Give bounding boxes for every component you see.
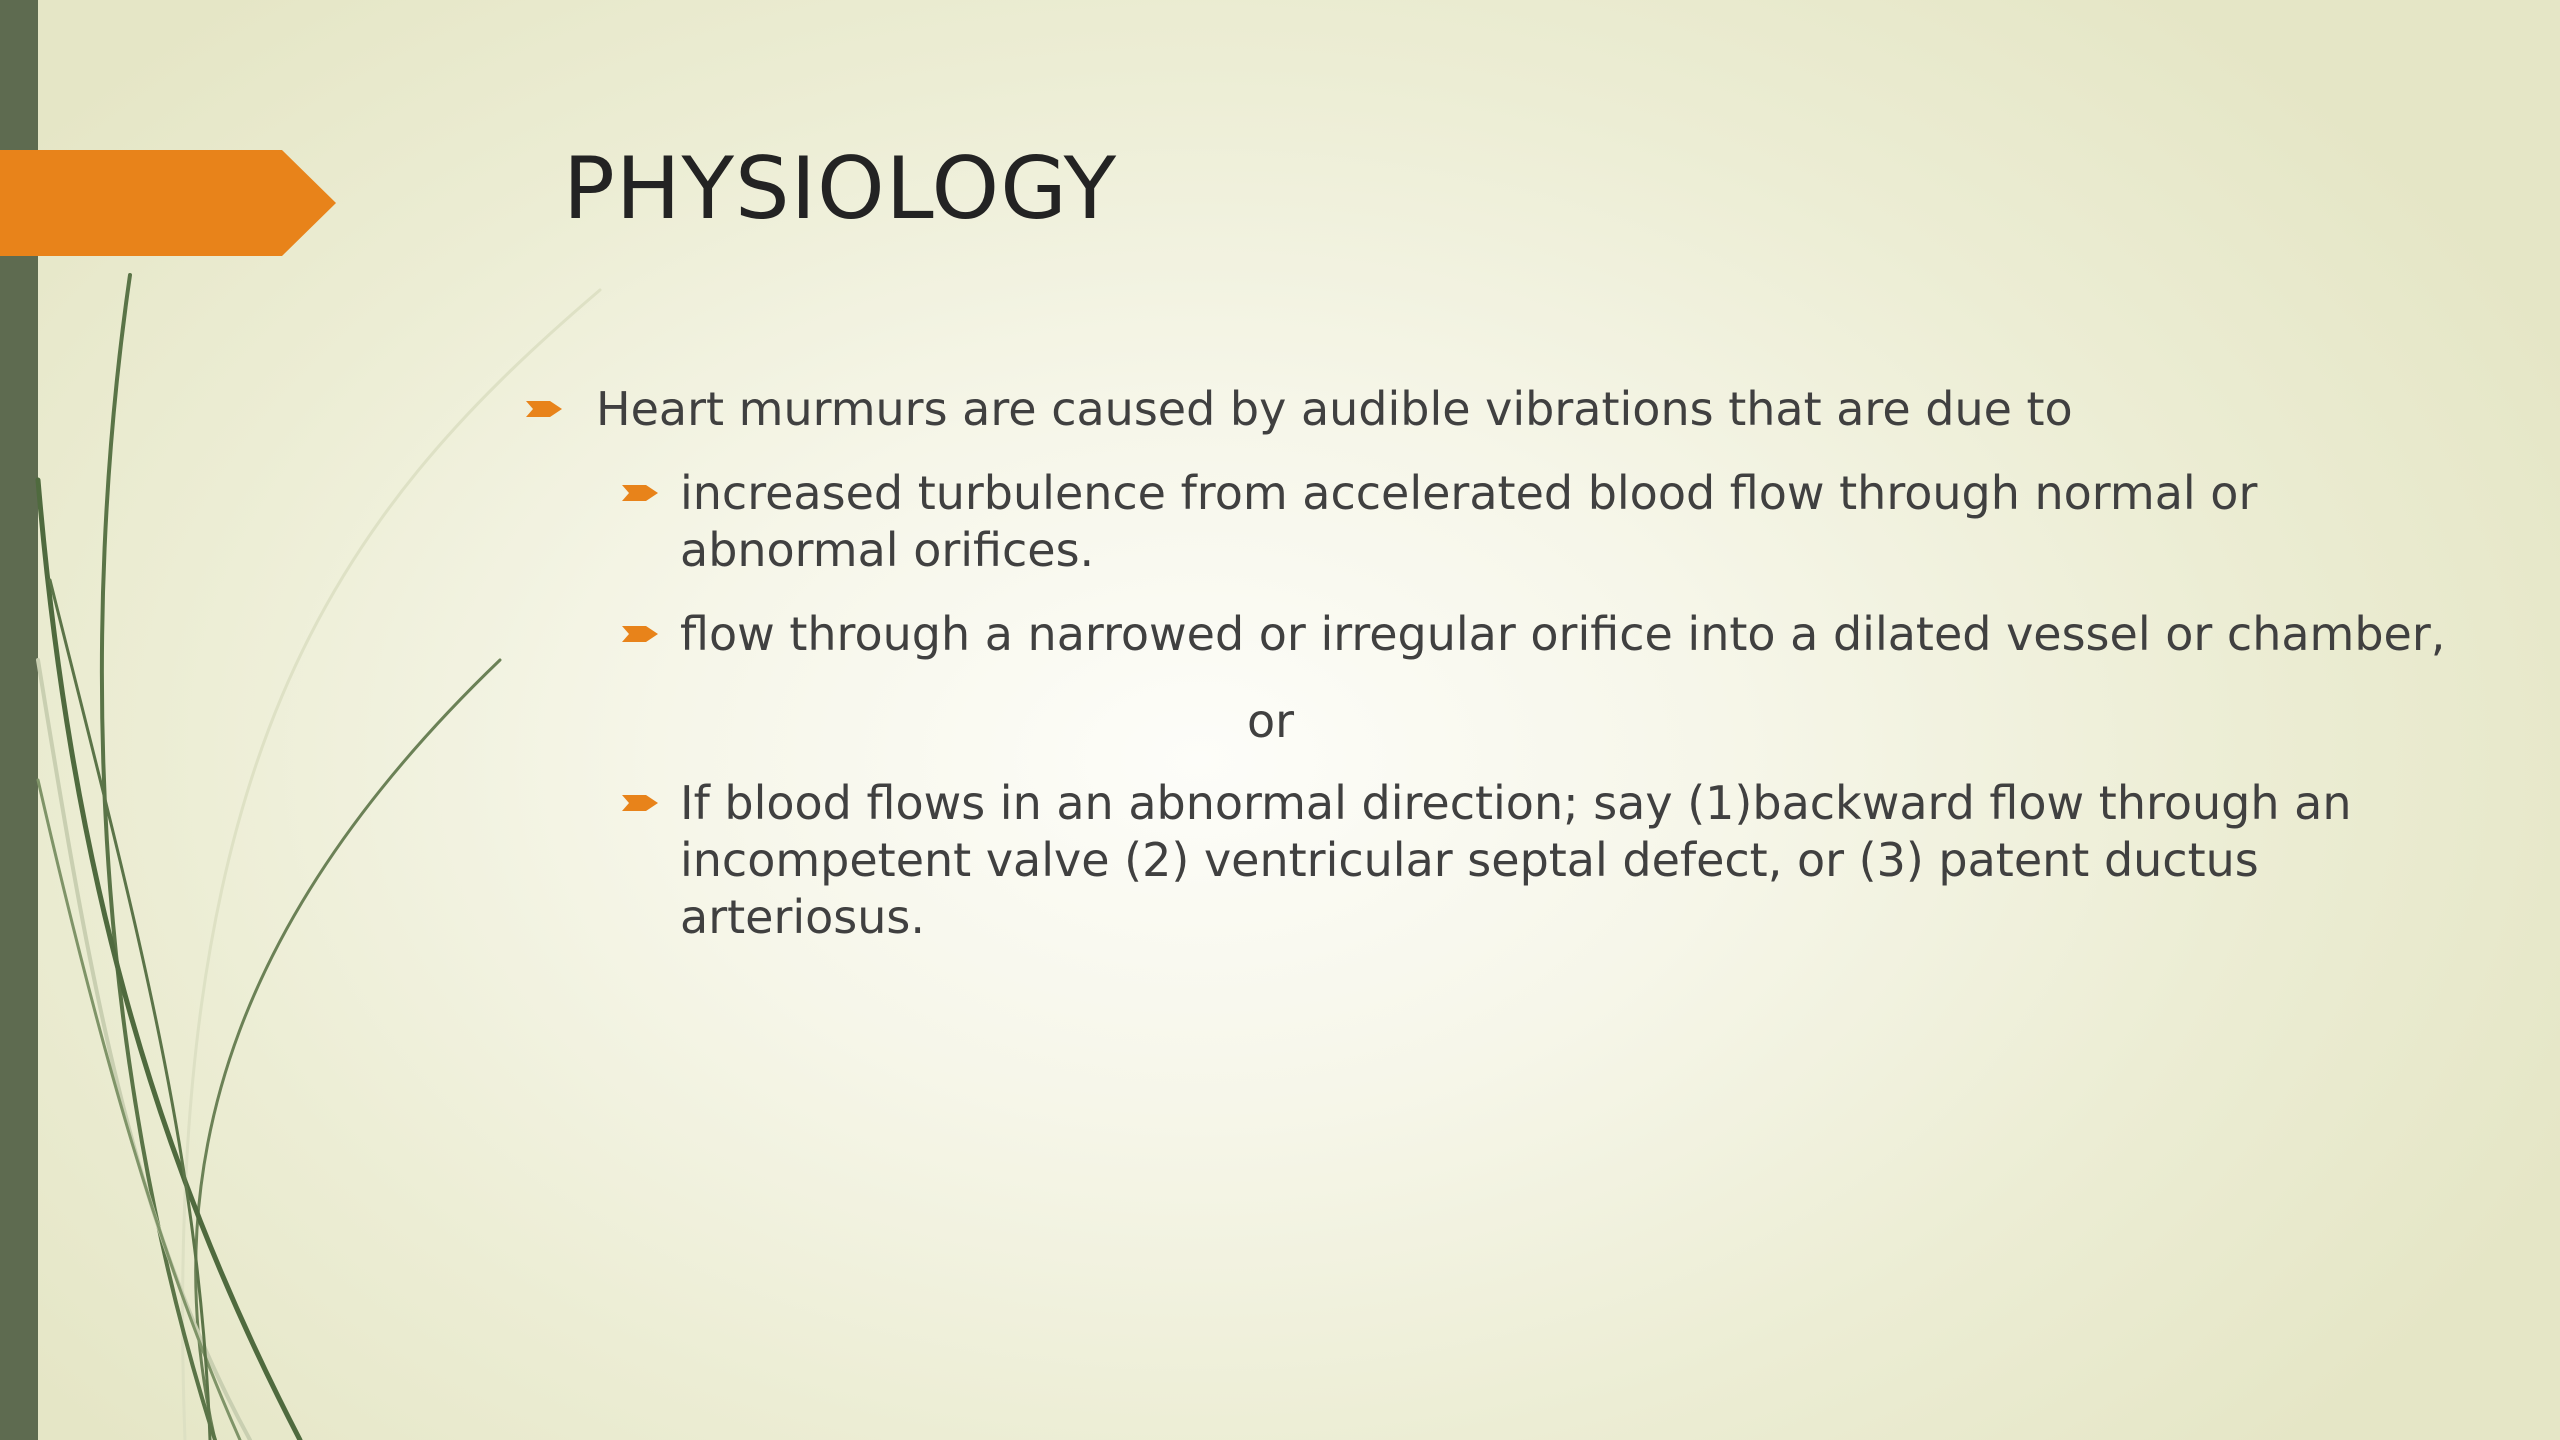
arrow-bullet-icon (622, 623, 660, 645)
slide-title: PHYSIOLOGY (563, 139, 1118, 239)
bullet-sub-2-text: flow through a narrowed or irregular orifice into a dilated vessel or chamber, (680, 607, 2446, 661)
or-separator: or (1247, 694, 1295, 748)
bullet-sub-1-text: increased turbulence from accelerated blood flow through normal or abnormal orifices. (680, 466, 2258, 577)
bullet-sub-2 (680, 606, 2490, 663)
bullet-main (596, 381, 2496, 438)
title-accent-arrow (0, 150, 336, 256)
bullet-sub-3 (680, 775, 2490, 946)
arrow-bullet-icon (622, 792, 660, 814)
arrow-bullet-icon (622, 482, 660, 504)
bullet-sub-3-text: If blood flows in an abnormal direction; say (1)backward flow through an incompetent valve (2) ventricular septal defect, or (3) patent ductus arteriosus. (680, 776, 2352, 944)
bullet-sub-1 (680, 465, 2490, 579)
bullet-main-text: Heart murmurs are caused by audible vibrations that are due to (596, 382, 2073, 436)
arrow-bullet-icon (526, 398, 564, 420)
